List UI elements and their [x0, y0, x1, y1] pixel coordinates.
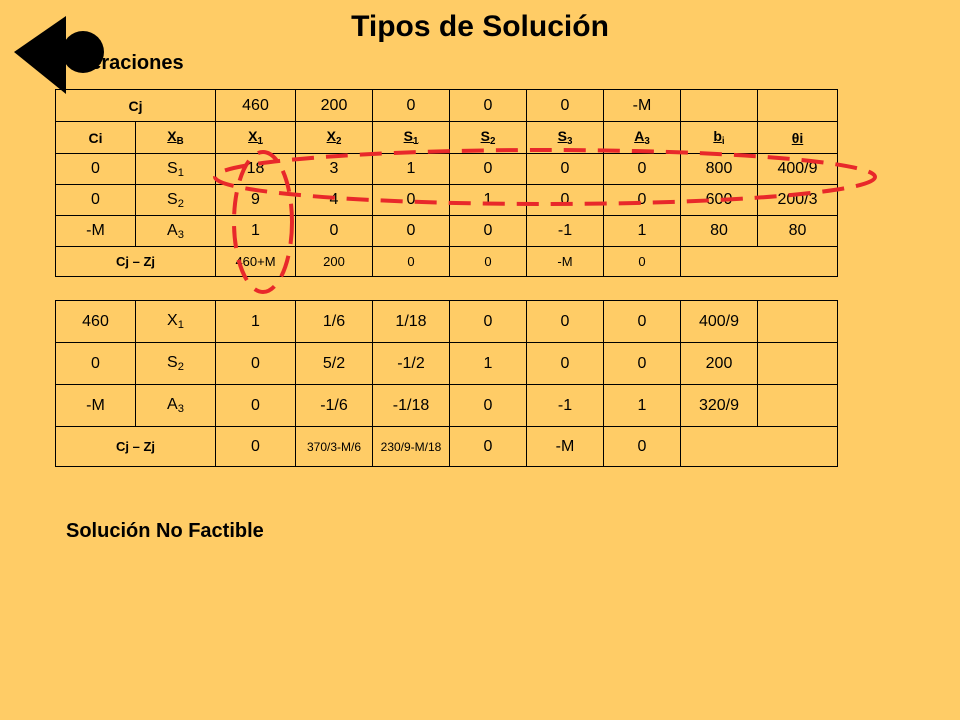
basis-cost-cell: 0: [56, 185, 136, 216]
value-cell: 0: [450, 385, 527, 427]
reduced-cost-label: Cj – Zj: [56, 247, 216, 277]
value-cell: 4: [296, 185, 373, 216]
basis-variable-cell-subscript: 1: [177, 166, 184, 179]
value-cell: -1/2: [373, 343, 450, 385]
reduced-cost-row: [56, 247, 838, 277]
basis-cost-cell: 460: [56, 301, 136, 343]
column-header: [296, 122, 373, 154]
basis-variable-cell-subscript: 3: [177, 403, 184, 415]
basis-variable-cell: [136, 343, 216, 385]
basis-variable-cell-subscript: 1: [177, 319, 184, 331]
empty-cell: [681, 247, 838, 277]
cj-value-cell: 0: [373, 90, 450, 122]
cj-value-cell: 460: [216, 90, 296, 122]
reduced-cost-cell: 0: [604, 427, 681, 467]
reduced-cost-cell: 0: [604, 247, 681, 277]
value-cell: 0: [450, 301, 527, 343]
column-header-symbol: S: [480, 128, 490, 144]
solution-type-label: Solución No Factible: [66, 520, 264, 542]
reduced-cost-cell: 0: [450, 427, 527, 467]
page-title: Tipos de Solución: [351, 10, 609, 43]
value-cell: [758, 343, 838, 385]
reduced-cost-cell: 200: [296, 247, 373, 277]
basis-variable-cell-symbol: S: [167, 190, 178, 208]
value-cell: 0: [604, 343, 681, 385]
column-header-subscript: B: [176, 136, 184, 147]
value-cell: 0: [216, 343, 296, 385]
column-header: [527, 122, 604, 154]
basis-variable-cell: [136, 385, 216, 427]
value-cell: 200/3: [758, 185, 838, 216]
cj-value-cell: [681, 90, 758, 122]
basis-variable-cell-subscript: 3: [177, 228, 184, 241]
value-cell: -1: [527, 216, 604, 247]
column-header-symbol: S: [403, 128, 413, 144]
value-cell: 0: [604, 185, 681, 216]
value-cell: 320/9: [681, 385, 758, 427]
value-cell: 0: [527, 185, 604, 216]
reduced-cost-cell: 370/3-M/6: [296, 427, 373, 467]
column-header-subscript: 1: [257, 136, 263, 147]
cj-label: Cj: [56, 90, 216, 122]
value-cell: 3: [296, 154, 373, 185]
basis-cost-cell: 0: [56, 154, 136, 185]
column-header: [450, 122, 527, 154]
value-cell: 0: [216, 385, 296, 427]
value-cell: 0: [527, 154, 604, 185]
table-row: [56, 343, 838, 385]
value-cell: 1: [216, 301, 296, 343]
value-cell: 1: [450, 185, 527, 216]
column-header: [136, 122, 216, 154]
reduced-cost-cell: 0: [216, 427, 296, 467]
value-cell: 600: [681, 185, 758, 216]
value-cell: 0: [527, 301, 604, 343]
value-cell: 800: [681, 154, 758, 185]
column-header-symbol: A: [634, 128, 645, 144]
cj-value-cell: 0: [527, 90, 604, 122]
table-row: [56, 185, 838, 216]
basis-cost-cell: -M: [56, 385, 136, 427]
column-header-symbol: X: [326, 128, 336, 144]
value-cell: 400/9: [681, 301, 758, 343]
value-cell: 1/6: [296, 301, 373, 343]
column-header: [681, 122, 758, 154]
value-cell: 80: [758, 216, 838, 247]
value-cell: 1: [604, 385, 681, 427]
column-header-symbol: S: [557, 128, 567, 144]
value-cell: 0: [450, 154, 527, 185]
value-cell: 18: [216, 154, 296, 185]
value-cell: 0: [373, 216, 450, 247]
basis-variable-cell-subscript: 2: [177, 361, 184, 373]
section-subtitle: Iteraciones: [78, 52, 184, 74]
reduced-cost-cell: 230/9-M/18: [373, 427, 450, 467]
value-cell: 1: [216, 216, 296, 247]
cj-value-cell: [758, 90, 838, 122]
value-cell: -1/6: [296, 385, 373, 427]
value-cell: 0: [373, 185, 450, 216]
cj-value-cell: 200: [296, 90, 373, 122]
value-cell: 400/9: [758, 154, 838, 185]
value-cell: [758, 301, 838, 343]
column-header-subscript: 2: [335, 136, 342, 147]
column-header-subscript: 3: [566, 136, 573, 147]
column-header: [604, 122, 681, 154]
value-cell: 1/18: [373, 301, 450, 343]
value-cell: 0: [450, 216, 527, 247]
basis-cost-cell: 0: [56, 343, 136, 385]
basis-variable-cell: [136, 301, 216, 343]
header-row: [56, 122, 838, 154]
reduced-cost-cell: 460+M: [216, 247, 296, 277]
cj-value-cell: 0: [450, 90, 527, 122]
basis-variable-cell-symbol: S: [167, 159, 178, 177]
empty-cell: [681, 427, 838, 467]
basis-variable-cell: [136, 154, 216, 185]
table-row: [56, 301, 838, 343]
value-cell: 1: [450, 343, 527, 385]
value-cell: 80: [681, 216, 758, 247]
basis-variable-cell-symbol: A: [167, 396, 178, 413]
column-header: [758, 122, 838, 154]
reduced-cost-label: Cj – Zj: [56, 427, 216, 467]
basis-cost-cell: -M: [56, 216, 136, 247]
basis-variable-cell-symbol: A: [167, 221, 178, 239]
table-row: [56, 385, 838, 427]
value-cell: 0: [296, 216, 373, 247]
column-header-symbol: X: [248, 128, 258, 144]
reduced-cost-cell: 0: [373, 247, 450, 277]
value-cell: 0: [604, 301, 681, 343]
reduced-cost-cell: -M: [527, 427, 604, 467]
reduced-cost-row: [56, 427, 838, 467]
value-cell: 1: [373, 154, 450, 185]
value-cell: [758, 385, 838, 427]
table-row: [56, 154, 838, 185]
value-cell: 0: [527, 343, 604, 385]
column-header-symbol: θi: [791, 129, 804, 146]
column-header-subscript: 3: [644, 136, 650, 147]
value-cell: -1/18: [373, 385, 450, 427]
cj-value-cell: -M: [604, 90, 681, 122]
basis-variable-cell-symbol: S: [167, 354, 178, 371]
value-cell: -1: [527, 385, 604, 427]
basis-variable-cell: [136, 216, 216, 247]
column-header-subscript: 2: [489, 136, 496, 147]
column-header-symbol: X: [167, 128, 177, 144]
value-cell: 1: [604, 216, 681, 247]
column-header-subscript: 1: [412, 136, 419, 147]
column-header: [216, 122, 296, 154]
column-header: [373, 122, 450, 154]
value-cell: 200: [681, 343, 758, 385]
value-cell: 0: [604, 154, 681, 185]
column-header: [56, 122, 136, 154]
basis-variable-cell-subscript: 2: [177, 197, 184, 210]
value-cell: 5/2: [296, 343, 373, 385]
table-row: [56, 216, 838, 247]
value-cell: 9: [216, 185, 296, 216]
column-header-symbol: Ci: [88, 129, 103, 146]
iteration-table-1: [55, 89, 838, 277]
column-header-subscript: i: [721, 136, 725, 147]
column-header-symbol: b: [713, 128, 722, 144]
basis-variable-cell-symbol: X: [167, 312, 178, 329]
reduced-cost-cell: 0: [450, 247, 527, 277]
reduced-cost-cell: -M: [527, 247, 604, 277]
basis-variable-cell: [136, 185, 216, 216]
cj-row: [56, 90, 838, 122]
iteration-table-2: [55, 300, 838, 467]
